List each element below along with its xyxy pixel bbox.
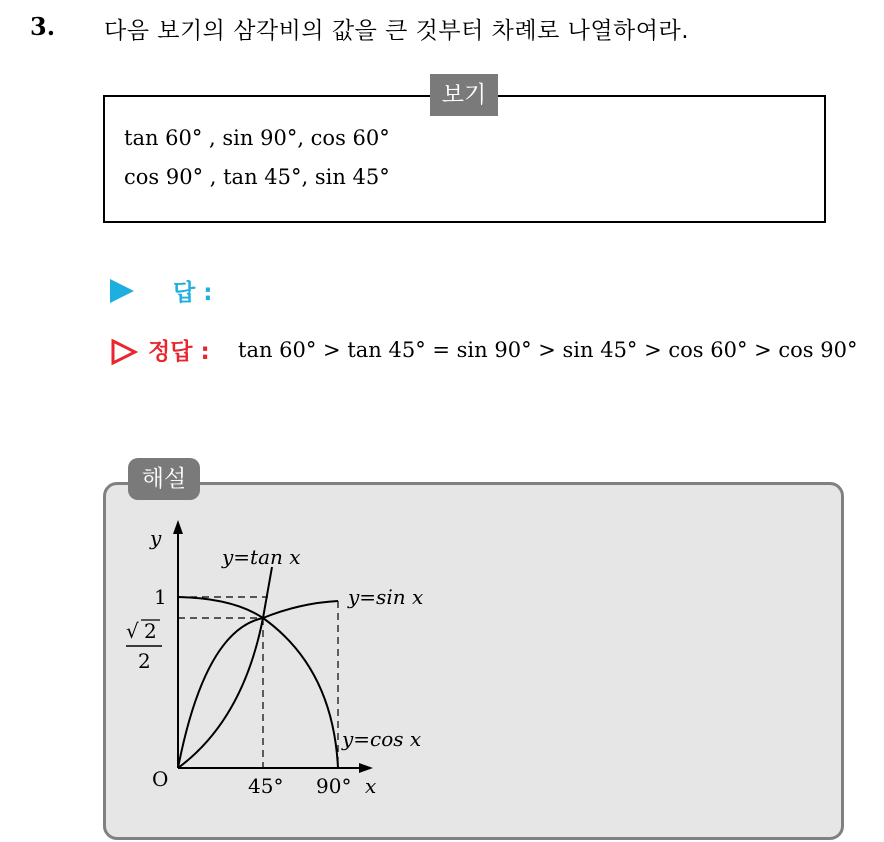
question-text: 다음 보기의 삼각비의 값을 큰 것부터 차례로 나열하여라. [104,18,690,44]
solution-text: tan 60° > tan 45° = sin 90° > sin 45° > cos 60° > cos 90° [238,338,858,362]
tick-90-label: 90° [316,774,352,798]
sqrt-symbol: √ [126,619,139,643]
curve-tan-label: y=tan x [222,545,301,569]
bogi-line-1: tan 60° , sin 90°, cos 60° [124,126,390,150]
origin-label: O [152,767,169,791]
tick-45-label: 45° [248,774,284,798]
curve-cos-label: y=cos x [342,727,422,751]
tick-1-label: 1 [154,585,167,609]
explanation-tag: 해설 [128,458,200,500]
answer-label: 답 : [173,280,213,306]
bogi-tag: 보기 [430,74,498,116]
question-number: 3. [30,12,56,41]
y-axis-label: y [150,526,162,550]
bogi-line-2: cos 90° , tan 45°, sin 45° [124,165,390,189]
curve-sin-label: y=sin x [348,585,424,609]
y-axis-arrow [173,520,183,534]
solution-label: 정답 : [148,339,210,365]
x-axis-arrow [359,763,373,773]
tick-sqrt2-numerator: 2 [144,619,157,643]
tick-sqrt2-denominator: 2 [138,649,151,673]
x-axis-label: x [365,774,377,798]
curve-sin [178,601,338,768]
